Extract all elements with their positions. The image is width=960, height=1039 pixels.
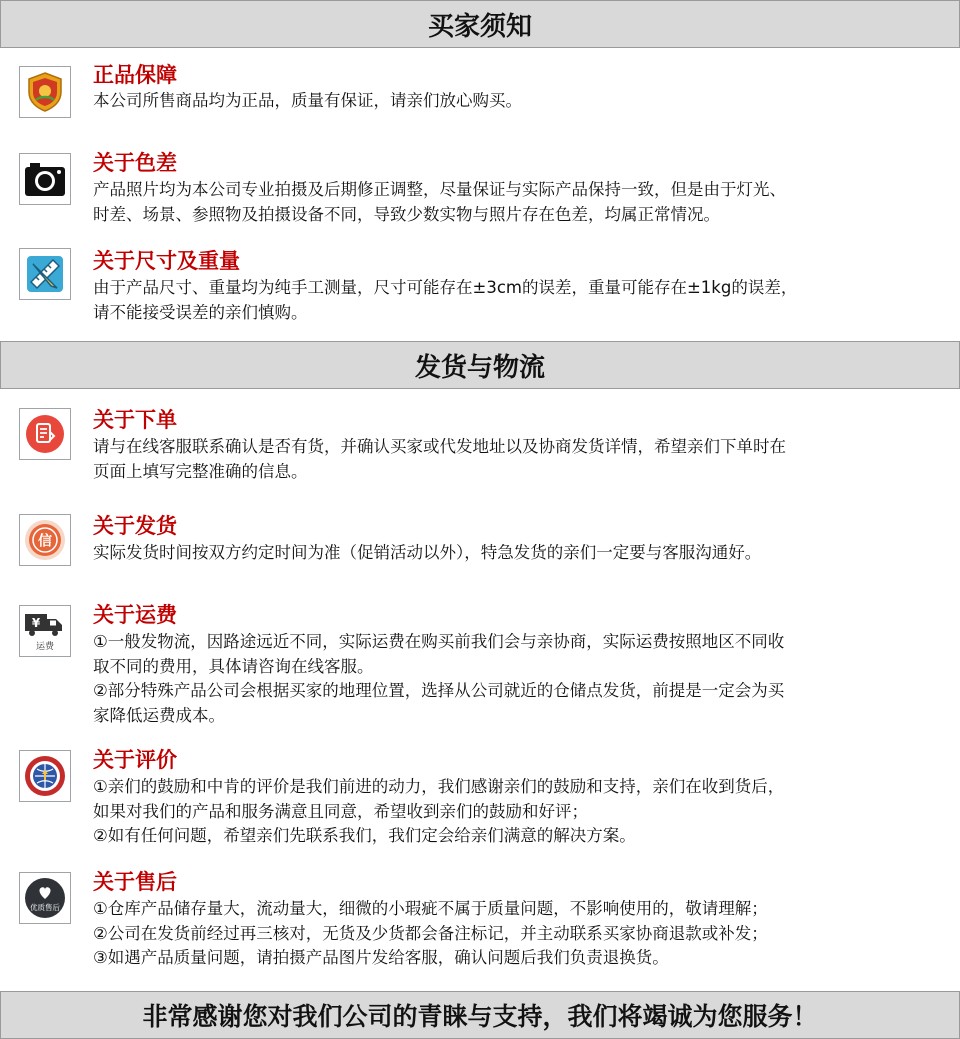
item-line: ①亲们的鼓励和中肯的评价是我们前进的动力，我们感谢亲们的鼓励和支持，亲们在收到货后， xyxy=(93,777,785,796)
after-sales-icon-label: 优质售后 xyxy=(30,903,60,912)
order-icon xyxy=(19,408,71,460)
section-header-shipping-logistics xyxy=(0,341,960,389)
item-line: 时差、场景、参照物及拍摄设备不同，导致少数实物与照片存在色差，均属正常情况。 xyxy=(93,204,720,224)
item-line: 实际发货时间按双方约定时间为准（促销活动以外），特急发货的亲们一定要与客服沟通好。 xyxy=(93,543,762,562)
item-line: 家降低运费成本。 xyxy=(93,705,225,725)
footer-text: 非常感谢您对我们公司的青睐与支持，我们将竭诚为您服务！ xyxy=(142,1002,818,1031)
freight-icon-label: 运费 xyxy=(35,642,55,652)
item-line: 请与在线客服联系确认是否有货，并确认买家或代发地址以及协商发货详情，希望亲们下单时在 xyxy=(93,437,786,456)
item-body xyxy=(93,541,943,566)
item-body xyxy=(93,897,943,971)
item-line: ①一般发物流，因路途远近不同，实际运费在购买前我们会与亲协商，实际运费按照地区不同收 xyxy=(93,632,785,651)
item-line: ②如有任何问题，希望亲们先联系我们，我们定会给亲们满意的解决方案。 xyxy=(93,826,636,845)
item-line: 产品照片均为本公司专业拍摄及后期修正调整，尽量保证与实际产品保持一致，但是由于灯光、 xyxy=(93,180,786,199)
section-title: 发货与物流 xyxy=(414,352,545,383)
item-body xyxy=(93,775,943,849)
review-seal-icon xyxy=(19,750,71,802)
shipping-badge-label: 信 xyxy=(38,533,52,550)
item-body xyxy=(93,89,943,114)
ruler-pencil-icon xyxy=(19,248,71,300)
svg-text:¥: ¥ xyxy=(31,616,41,630)
item-line: 本公司所售商品均为正品，质量有保证，请亲们放心购买。 xyxy=(93,91,522,110)
item-title: 关于售后 xyxy=(93,870,177,894)
item-body xyxy=(93,630,943,728)
section-title: 买家须知 xyxy=(427,11,532,42)
item-body xyxy=(93,178,943,227)
item-line: 如果对我们的产品和服务满意且同意，希望收到亲们的鼓励和好评； xyxy=(93,801,588,821)
shipping-badge-icon xyxy=(19,514,71,566)
camera-icon xyxy=(19,153,71,205)
item-line: 页面上填写完整准确的信息。 xyxy=(93,461,308,481)
item-line: ②部分特殊产品公司会根据买家的地理位置，选择从公司就近的仓储点发货，前提是一定会为买 xyxy=(93,681,785,700)
item-title: 关于下单 xyxy=(93,408,177,432)
item-line: 请不能接受误差的亲们慎购。 xyxy=(93,302,308,322)
item-body xyxy=(93,276,943,325)
section-header-buyer-notice xyxy=(0,0,960,48)
shield-badge-icon xyxy=(19,66,71,118)
item-body xyxy=(93,435,943,484)
item-line: 取不同的费用，具体请咨询在线客服。 xyxy=(93,656,374,676)
item-title: 关于尺寸及重量 xyxy=(93,249,240,273)
item-title: 关于色差 xyxy=(93,151,177,175)
item-line: ①仓库产品储存量大，流动量大，细微的小瑕疵不属于质量问题，不影响使用的，敬请理解； xyxy=(93,899,768,918)
item-title: 关于运费 xyxy=(93,603,177,627)
footer-thanks-banner xyxy=(0,991,960,1039)
item-line: 由于产品尺寸、重量均为纯手工测量，尺寸可能存在±3cm的误差，重量可能存在±1kg的误差， xyxy=(93,278,798,297)
item-title: 关于发货 xyxy=(93,514,177,538)
item-line: ③如遇产品质量问题，请拍摄产品图片发给客服，确认问题后我们负责退换货。 xyxy=(93,948,669,967)
item-title: 正品保障 xyxy=(93,63,177,87)
freight-truck-icon xyxy=(19,605,71,657)
item-title: 关于评价 xyxy=(93,748,177,772)
item-line: ②公司在发货前经过再三核对，无货及少货都会备注标记，并主动联系买家协商退款或补发； xyxy=(93,923,768,943)
after-sales-heart-icon xyxy=(19,872,71,924)
